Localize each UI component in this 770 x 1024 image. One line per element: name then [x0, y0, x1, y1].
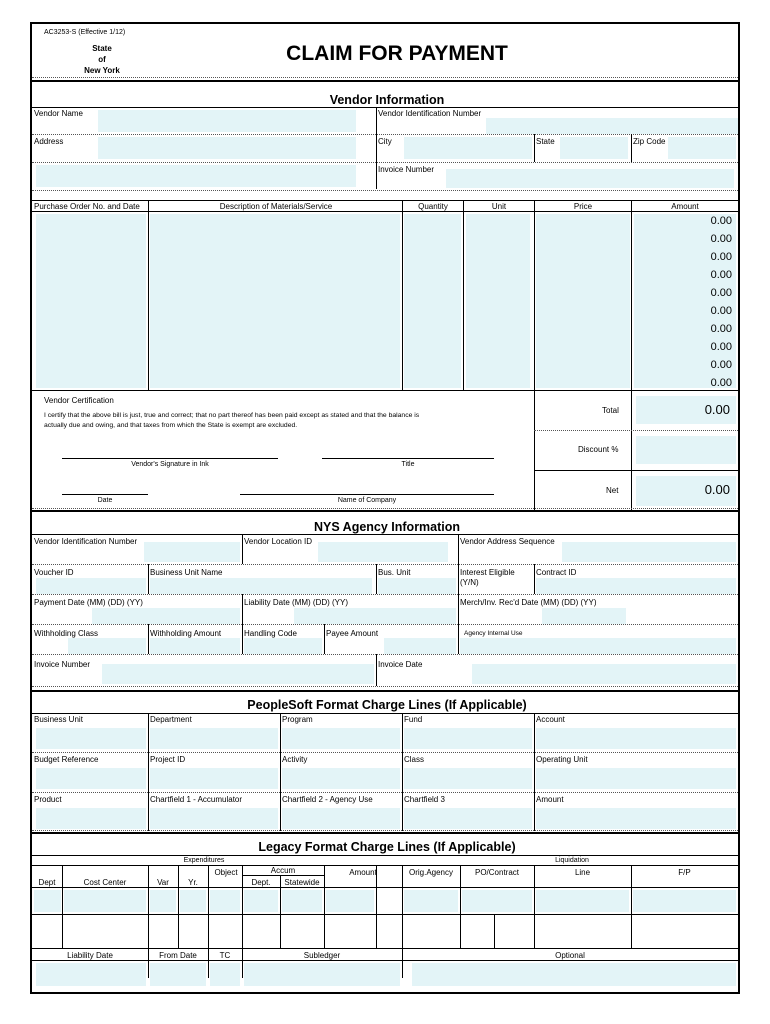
discount-field[interactable]: [636, 436, 736, 464]
legacy-orig-agency-field[interactable]: [404, 890, 458, 912]
ps-chartfield3-field[interactable]: [404, 808, 532, 829]
legacy-optional-field[interactable]: [412, 963, 736, 986]
line-amount: 0.00: [710, 287, 732, 299]
legacy-tc-label: TC: [219, 951, 231, 960]
certification-text-1: I certify that the above bill is just, true and correct; that no part thereof has been paid except as stated and that the balance is: [44, 412, 420, 419]
legacy-yr-label: Yr.: [188, 878, 198, 887]
merch-date-field[interactable]: [542, 608, 626, 624]
net-value: 0.00: [704, 482, 730, 497]
agency-invoice-number-label: Invoice Number: [34, 660, 91, 669]
handling-code-field[interactable]: [244, 638, 322, 654]
ps-operating-unit-label: Operating Unit: [536, 755, 588, 764]
legacy-accum-label: Accum: [270, 866, 296, 875]
legacy-po-contract-field[interactable]: [462, 890, 532, 912]
merch-date-label: Merch/Inv. Rec'd Date (MM) (DD) (YY): [460, 598, 597, 607]
legacy-statewide-field[interactable]: [282, 890, 322, 912]
ps-project-id-field[interactable]: [150, 768, 278, 789]
contract-id-label: Contract ID: [536, 568, 577, 577]
legacy-po-contract-label: PO/Contract: [474, 868, 519, 877]
business-unit-name-label: Business Unit Name: [150, 568, 223, 577]
line-amount: 0.00: [710, 251, 732, 263]
liability-date-field[interactable]: [294, 608, 456, 624]
col-amount-header: Amount: [671, 202, 699, 211]
state-line3: New York: [84, 66, 120, 75]
ps-fund-label: Fund: [404, 715, 423, 724]
legacy-object-field[interactable]: [210, 890, 240, 912]
interest-eligible-label-2: (Y/N): [460, 578, 479, 587]
ps-account-field[interactable]: [536, 728, 736, 749]
legacy-var-label: Var: [157, 878, 169, 887]
legacy-amount-field[interactable]: [326, 890, 374, 912]
line-amount: 0.00: [710, 377, 732, 389]
price-column-field[interactable]: [536, 214, 630, 388]
ps-program-label: Program: [282, 715, 313, 724]
ps-budget-reference-label: Budget Reference: [34, 755, 99, 764]
legacy-dept-field[interactable]: [34, 890, 61, 912]
legacy-fp-field[interactable]: [633, 890, 736, 912]
legacy-section-title: Legacy Format Charge Lines (If Applicable): [258, 840, 516, 854]
ps-business-unit-field[interactable]: [36, 728, 146, 749]
legacy-from-date-label: From Date: [159, 951, 197, 960]
legacy-liability-date-field[interactable]: [36, 963, 146, 986]
payment-date-field[interactable]: [92, 608, 240, 624]
ps-business-unit-label: Business Unit: [34, 715, 83, 724]
legacy-expenditures-label: Expenditures: [183, 857, 225, 864]
legacy-yr-field[interactable]: [180, 890, 206, 912]
line-amount: 0.00: [710, 341, 732, 353]
claim-form: [30, 22, 740, 994]
state-line1: State: [92, 44, 112, 53]
legacy-liquidation-label: Liquidation: [555, 857, 589, 864]
voucher-id-field[interactable]: [36, 578, 146, 594]
certification-text-2: actually due and owing, and that taxes from which the State is exempt are excluded.: [44, 422, 298, 429]
vendor-addr-seq-field[interactable]: [562, 542, 736, 562]
invoice-date-field[interactable]: [472, 664, 736, 684]
vendor-addr-seq-label: Vendor Address Sequence: [460, 537, 555, 546]
ps-operating-unit-field[interactable]: [536, 768, 736, 789]
address-label: Address: [34, 137, 64, 146]
line-amount: 0.00: [710, 323, 732, 335]
vendor-name-field[interactable]: [98, 110, 356, 132]
legacy-orig-agency-label: Orig.Agency: [408, 868, 454, 877]
withholding-amount-label: Withholding Amount: [150, 629, 222, 638]
vendor-id-field[interactable]: [486, 118, 738, 134]
address-field[interactable]: [98, 137, 356, 159]
peoplesoft-section-title: PeopleSoft Format Charge Lines (If Applicable): [247, 698, 527, 712]
discount-label: Discount %: [578, 445, 619, 454]
po-column-field[interactable]: [36, 214, 146, 388]
agency-internal-label: Agency Internal Use: [464, 630, 523, 637]
ps-project-id-label: Project ID: [150, 755, 186, 764]
legacy-var-field[interactable]: [150, 890, 176, 912]
line-amount: 0.00: [710, 215, 732, 227]
payee-amount-field[interactable]: [384, 638, 456, 654]
line-amount: 0.00: [710, 359, 732, 371]
page-title: CLAIM FOR PAYMENT: [286, 42, 508, 65]
ps-chartfield2-field[interactable]: [282, 808, 400, 829]
legacy-amount-label: Amount: [349, 868, 377, 877]
business-unit-name-field[interactable]: [150, 578, 372, 594]
ps-activity-label: Activity: [282, 755, 308, 764]
bus-unit-label: Bus. Unit: [378, 568, 411, 577]
vendor-name-label: Vendor Name: [34, 109, 83, 118]
invoice-number-label: Invoice Number: [378, 165, 435, 174]
col-unit-header: Unit: [491, 202, 507, 211]
invoice-date-label: Invoice Date: [378, 660, 423, 669]
description-column-field[interactable]: [150, 214, 400, 388]
signature-label: Vendor's Signature in Ink: [131, 461, 209, 468]
legacy-liability-date-label: Liability Date: [67, 951, 113, 960]
handling-code-label: Handling Code: [244, 629, 297, 638]
payee-amount-label: Payee Amount: [326, 629, 379, 638]
state-line2: of: [98, 55, 106, 64]
bus-unit-field[interactable]: [378, 578, 456, 594]
agency-invoice-number-field[interactable]: [102, 664, 374, 684]
ps-amount-field[interactable]: [536, 808, 736, 829]
agency-internal-field[interactable]: [460, 638, 736, 654]
city-field[interactable]: [404, 137, 532, 159]
payment-date-label: Payment Date (MM) (DD) (YY): [34, 598, 143, 607]
legacy-dept-label: Dept: [38, 878, 56, 887]
ps-class-label: Class: [404, 755, 425, 764]
certification-title: Vendor Certification: [44, 396, 114, 405]
state-field[interactable]: [560, 137, 628, 159]
ps-activity-field[interactable]: [282, 768, 400, 789]
ps-chartfield1-field[interactable]: [150, 808, 278, 829]
vendor-section-title: Vendor Information: [329, 93, 445, 107]
contract-id-field[interactable]: [536, 578, 736, 594]
ps-department-field[interactable]: [150, 728, 278, 749]
legacy-cost-center-field[interactable]: [64, 890, 146, 912]
total-value: 0.00: [704, 402, 730, 417]
legacy-cost-center-label: Cost Center: [83, 878, 127, 887]
ps-product-field[interactable]: [36, 808, 146, 829]
withholding-class-label: Withholding Class: [34, 629, 99, 638]
col-quantity-header: Quantity: [418, 202, 448, 211]
ps-department-label: Department: [150, 715, 192, 724]
ps-class-field[interactable]: [404, 768, 532, 789]
vendor-id-label: Vendor Identification Number: [378, 109, 482, 118]
agency-vendor-id-label: Vendor Identification Number: [34, 537, 138, 546]
ps-amount-label: Amount: [536, 795, 564, 804]
line-amount: 0.00: [710, 233, 732, 245]
net-label: Net: [606, 486, 619, 495]
ps-account-label: Account: [536, 715, 565, 724]
state-label: State: [536, 137, 555, 146]
agency-vendor-id-field[interactable]: [144, 542, 240, 562]
legacy-optional-label: Optional: [555, 951, 585, 960]
legacy-statewide-label: Statewide: [284, 878, 320, 887]
legacy-fp-label: F/P: [678, 868, 691, 877]
address-line2-field[interactable]: [36, 165, 356, 187]
line-amount: 0.00: [710, 269, 732, 281]
line-amount: 0.00: [710, 305, 732, 317]
legacy-accum-dept-field[interactable]: [244, 890, 278, 912]
voucher-id-label: Voucher ID: [34, 568, 74, 577]
quantity-column-field[interactable]: [404, 214, 461, 388]
legacy-object-label: Object: [214, 868, 238, 877]
company-label: Name of Company: [337, 497, 397, 504]
form-code: AC3253-S (Effective 1/12): [44, 29, 126, 36]
vendor-location-label: Vendor Location ID: [244, 537, 313, 546]
withholding-amount-field[interactable]: [150, 638, 240, 654]
city-label: City: [378, 137, 392, 146]
legacy-accum-dept-label: Dept.: [251, 878, 271, 887]
legacy-tc-field[interactable]: [210, 963, 240, 986]
ps-program-field[interactable]: [282, 728, 400, 749]
legacy-subledger-field[interactable]: [244, 963, 400, 986]
legacy-line-label: Line: [574, 868, 591, 877]
legacy-line-field[interactable]: [536, 890, 629, 912]
liability-date-label: Liability Date (MM) (DD) (YY): [244, 598, 349, 607]
ps-product-label: Product: [34, 795, 62, 804]
legacy-subledger-label: Subledger: [303, 951, 341, 960]
col-description-header: Description of Materials/Service: [219, 202, 333, 211]
withholding-class-field[interactable]: [68, 638, 146, 654]
title-label: Title: [401, 461, 415, 468]
ps-fund-field[interactable]: [404, 728, 532, 749]
ps-chartfield1-label: Chartfield 1 - Accumulator: [150, 795, 243, 804]
ps-chartfield3-label: Chartfield 3: [404, 795, 445, 804]
unit-column-field[interactable]: [466, 214, 530, 388]
zip-field[interactable]: [668, 137, 736, 159]
vendor-location-field[interactable]: [318, 542, 448, 562]
col-po-header: Purchase Order No. and Date: [34, 202, 140, 211]
date-label: Date: [97, 497, 113, 504]
zip-label: Zip Code: [633, 137, 666, 146]
invoice-number-field[interactable]: [446, 169, 734, 188]
agency-section-title: NYS Agency Information: [313, 520, 461, 534]
total-label: Total: [602, 406, 619, 415]
legacy-from-date-field[interactable]: [150, 963, 206, 986]
ps-budget-reference-field[interactable]: [36, 768, 146, 789]
interest-eligible-label-1: Interest Eligible: [460, 568, 515, 577]
col-price-header: Price: [573, 202, 593, 211]
ps-chartfield2-label: Chartfield 2 - Agency Use: [282, 795, 373, 804]
